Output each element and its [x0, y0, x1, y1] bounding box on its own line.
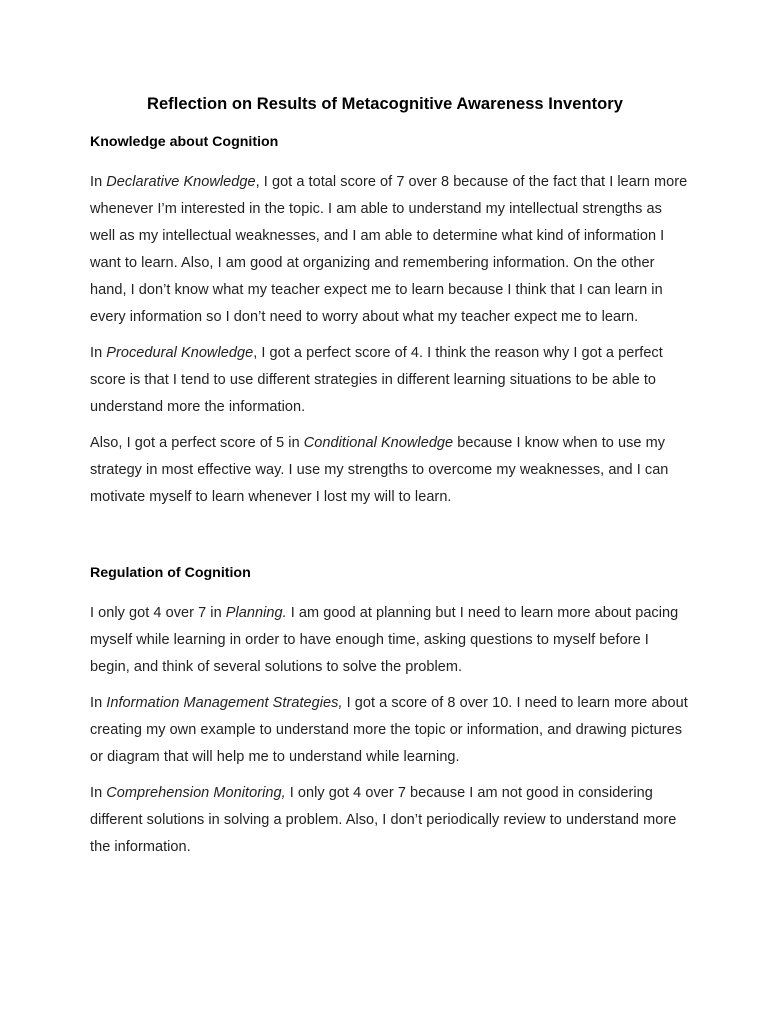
paragraph-information-management: [90, 690, 690, 771]
paragraph-planning: [90, 600, 690, 681]
paragraph-text: because I know when to use my strategy in most effective way. I use my strengths to overcome my weaknesses, and I can motivate myself to learn whenever I lost my will to learn.: [90, 435, 669, 505]
paragraph-text: In: [90, 345, 107, 361]
section-knowledge-about-cognition: [90, 132, 690, 511]
paragraph-emphasis: Procedural Knowledge: [106, 345, 254, 361]
paragraph-emphasis: Declarative Knowledge: [106, 174, 256, 190]
paragraph-text: In: [90, 785, 107, 801]
paragraph-text: I am good at planning but I need to learn more about pacing myself while learning in order to have enough time, asking questions to myself before I begin, and think of several solutions to solve the problem.: [90, 605, 679, 675]
paragraph-text: In: [90, 174, 107, 190]
paragraph-emphasis: Comprehension Monitoring,: [106, 785, 286, 801]
section-regulation-of-cognition: [90, 563, 690, 861]
paragraph-text: , I got a total score of 7 over 8 because of the fact that I learn more whenever I’m interested in the topic. I am able to understand my intellectual strengths as well as my intellectual weaknesses, and I am able to determine what kind of information I want to learn. Also, I am good at organizing and remembering information. On the other hand, I don’t know what my teacher expect me to learn because I think that I can learn in every information so I don’t need to worry about what my teacher expect me to learn.: [90, 174, 688, 325]
paragraph-text: Also, I got a perfect score of 5 in: [90, 435, 304, 451]
paragraph-text: , I got a perfect score of 4. I think the reason why I got a perfect score is that I tend to use different strategies in different learning situations to be able to understand more the information.: [90, 345, 663, 415]
document-body: [90, 92, 690, 870]
document-title: Reflection on Results of Metacognitive Awareness Inventory: [146, 95, 623, 113]
paragraph-comprehension-monitoring: [90, 780, 690, 861]
paragraph-text: In: [90, 695, 107, 711]
paragraph-conditional-knowledge: [90, 430, 690, 511]
paragraph-text: I only got 4 over 7 because I am not good in considering different solutions in solving a problem. Also, I don’t periodically review to understand more the information.: [90, 785, 677, 855]
paragraph-procedural-knowledge: [90, 340, 690, 421]
section-heading: Regulation of Cognition: [90, 565, 251, 581]
paragraph-text: I only got 4 over 7 in: [90, 605, 226, 621]
paragraph-text: I got a score of 8 over 10. I need to learn more about creating my own example to understand more the topic or information, and drawing pictures or diagram that will help me to understand while learning.: [90, 695, 688, 765]
section-heading: Knowledge about Cognition: [90, 134, 279, 150]
paragraph-emphasis: Information Management Strategies,: [106, 695, 343, 711]
paragraph-emphasis: Planning.: [225, 605, 287, 621]
section-spacer: [90, 520, 690, 563]
paragraph-declarative-knowledge: [90, 169, 690, 331]
paragraph-emphasis: Conditional Knowledge: [303, 435, 454, 451]
